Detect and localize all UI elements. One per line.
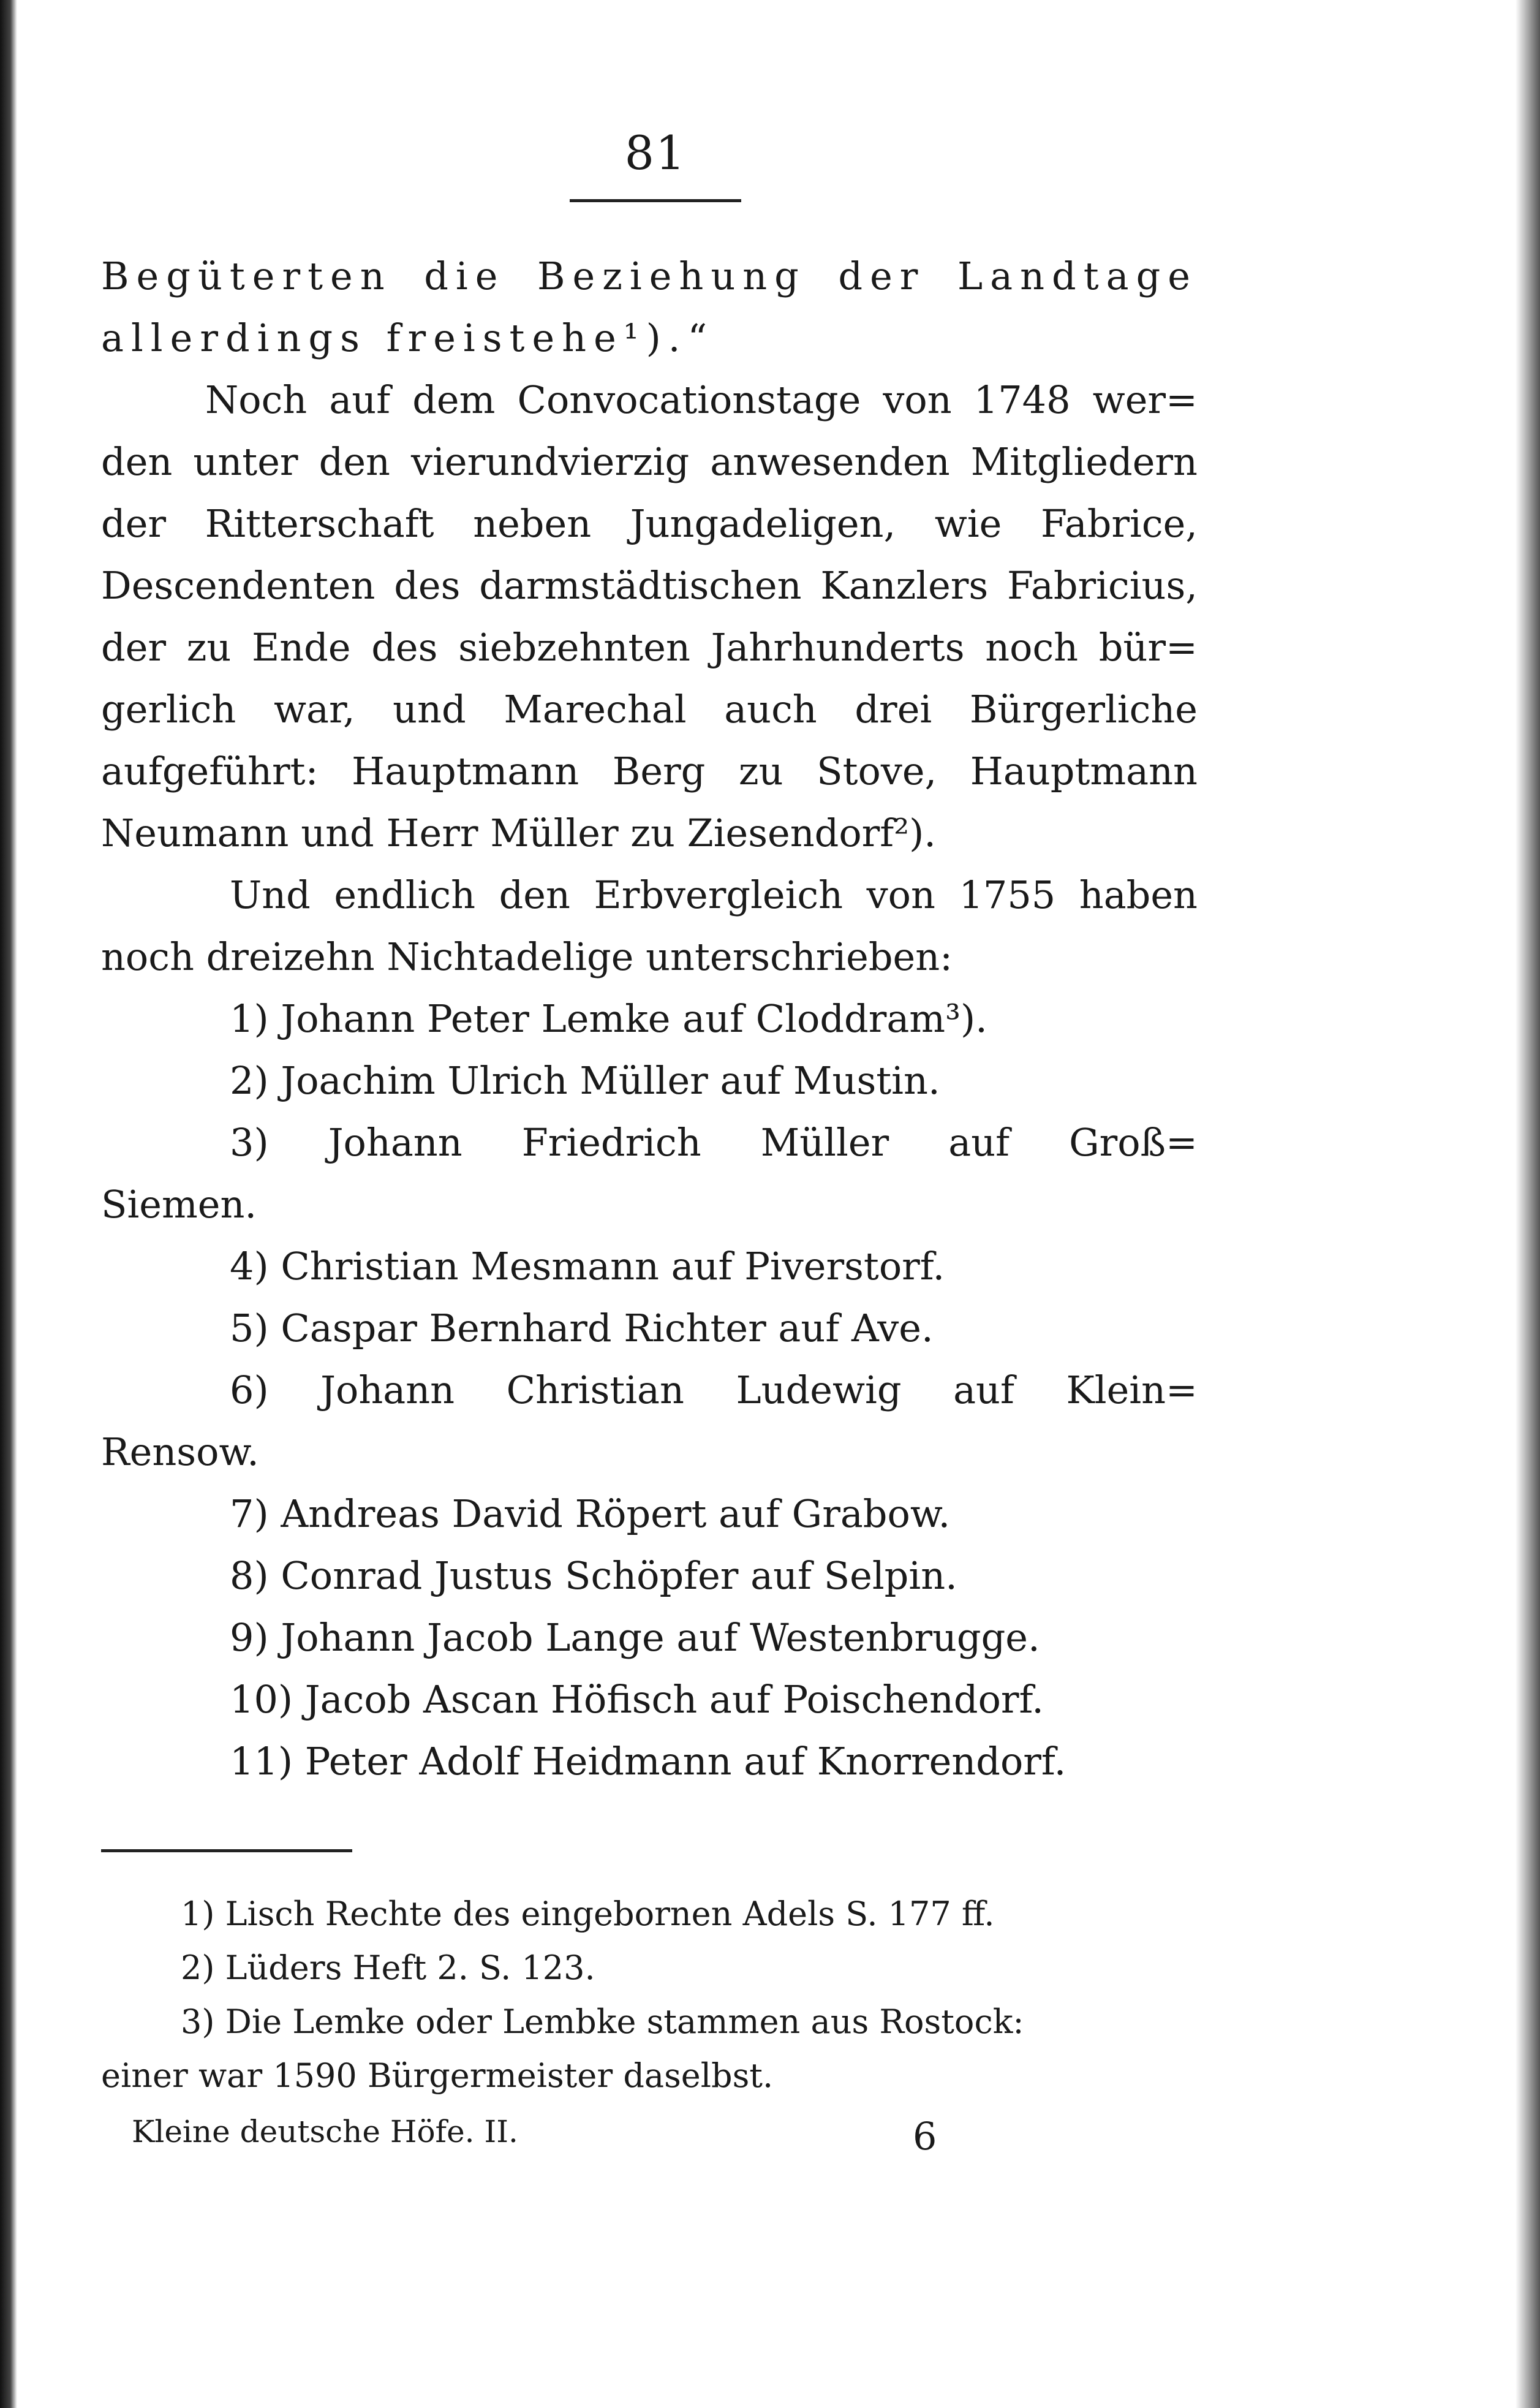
body-text [101, 245, 1198, 1792]
page-edge-left [0, 0, 17, 2408]
list-item: 1) Johann Peter Lemke auf Cloddram³). [230, 996, 987, 1041]
list-item: 8) Conrad Justus Schöpfer auf Selpin. [230, 1553, 957, 1598]
body-line: Begüterten die Beziehung der Landtage [101, 254, 1198, 298]
footnote-continuation: einer war 1590 Bürgermeister daselbst. [101, 2056, 774, 2095]
body-line: der zu Ende des siebzehnten Jahrhunderts noch bür= [101, 625, 1198, 670]
signature-line [132, 2114, 1173, 2169]
list-item-continuation: Rensow. [101, 1429, 259, 1474]
page-edge-right [1515, 0, 1540, 2408]
body-line: Neumann und Herr Müller zu Ziesendorf²). [101, 811, 937, 855]
footnote-rule [101, 1849, 352, 1852]
list-item: 6) Johann Christian Ludewig auf Klein= [230, 1368, 1198, 1412]
list-item-continuation: Siemen. [101, 1182, 257, 1227]
list-item: 5) Caspar Bernhard Richter auf Ave. [230, 1306, 934, 1350]
signature-text: Kleine deutsche Höfe. II. [132, 2114, 518, 2149]
body-line: Noch auf dem Convocationstage von 1748 wer= [205, 377, 1198, 422]
page-number: 81 [624, 126, 687, 180]
list-item: 4) Christian Mesmann auf Piverstorf. [230, 1244, 945, 1289]
body-line: den unter den vierundvierzig anwesenden Mitgliedern [101, 439, 1198, 484]
footnote: 1) Lisch Rechte des eingebornen Adels S. 177 ff. [181, 1895, 995, 1933]
body-line: gerlich war, und Marechal auch drei Bürgerliche [101, 687, 1198, 732]
body-line: der Ritterschaft neben Jungadeligen, wie Fabrice, [101, 501, 1198, 546]
list-item: 2) Joachim Ulrich Müller auf Mustin. [230, 1058, 940, 1103]
signature-number: 6 [913, 2114, 937, 2159]
list-item: 10) Jacob Ascan Höfisch auf Poischendorf. [230, 1677, 1044, 1722]
footnote: 2) Lüders Heft 2. S. 123. [181, 1948, 595, 1987]
body-line: noch dreizehn Nichtadelige unterschrieben: [101, 934, 953, 979]
body-line: aufgeführt: Hauptmann Berg zu Stove, Hauptmann [101, 749, 1198, 793]
footnote: 3) Die Lemke oder Lembke stammen aus Rostock: [181, 2002, 1024, 2041]
body-line: allerdings freistehe¹).“ [101, 316, 715, 360]
list-item: 7) Andreas David Röpert auf Grabow. [230, 1491, 951, 1536]
list-item: 9) Johann Jacob Lange auf Westenbrugge. [230, 1615, 1040, 1660]
header-rule [570, 199, 741, 202]
body-line: Und endlich den Erbvergleich von 1755 haben [230, 873, 1198, 917]
body-line: Descendenten des darmstädtischen Kanzlers Fabricius, [101, 563, 1198, 608]
list-item: 3) Johann Friedrich Müller auf Groß= [230, 1120, 1198, 1165]
list-item: 11) Peter Adolf Heidmann auf Knorrendorf. [230, 1739, 1066, 1784]
footnotes [101, 1887, 1198, 2103]
